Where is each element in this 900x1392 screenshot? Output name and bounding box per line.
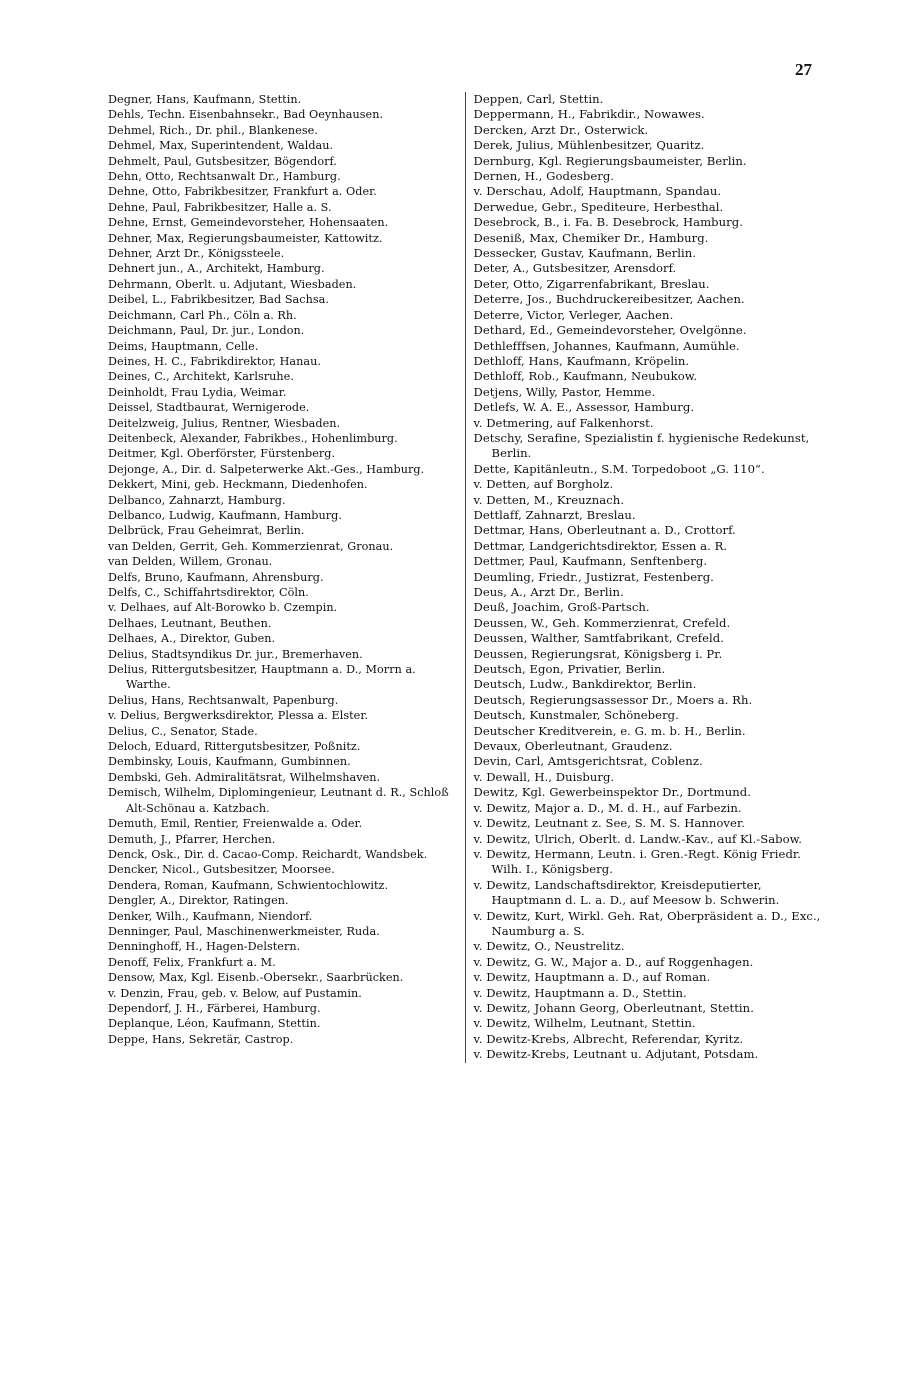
directory-entry: v. Denzin, Frau, geb. v. Below, auf Pustamin. <box>108 986 362 1000</box>
directory-entry: Dethloff, Hans, Kaufmann, Kröpelin. <box>473 353 690 368</box>
directory-entry: Dehne, Otto, Fabrikbesitzer, Frankfurt a. Oder. <box>108 185 377 199</box>
directory-entry: Dependorf, J. H., Färberei, Hamburg. <box>108 1001 321 1015</box>
directory-entry: Delbanco, Zahnarzt, Hamburg. <box>108 493 286 507</box>
directory-entry: v. Dewitz, O., Neustrelitz. <box>473 939 625 954</box>
directory-entry: Dernburg, Kgl. Regierungsbaumeister, Berlin. <box>473 153 747 168</box>
directory-entry: Deppen, Carl, Stettin. <box>473 92 604 106</box>
directory-entry: Delhaes, Leutnant, Beuthen. <box>108 616 272 630</box>
directory-entry: Deims, Hauptmann, Celle. <box>108 339 259 353</box>
directory-entry: Deissel, Stadtbaurat, Wernigerode. <box>108 401 310 415</box>
directory-entry: Delius, C., Senator, Stade. <box>108 724 258 738</box>
directory-entry: Deussen, Walther, Samtfabrikant, Crefeld. <box>473 631 724 646</box>
directory-entry: Derek, Julius, Mühlenbesitzer, Quaritz. <box>473 138 705 153</box>
directory-entry: Dettmar, Landgerichtsdirektor, Essen a. R. <box>473 538 728 553</box>
directory-entry: v. Dewitz, Kurt, Wirkl. Geh. Rat, Oberpräsident a. D., Exc., Naumburg a. S. <box>473 908 821 938</box>
directory-entry: Demuth, J., Pfarrer, Herchen. <box>108 832 276 846</box>
directory-entry: Delbrück, Frau Geheimrat, Berlin. <box>108 524 305 538</box>
directory-entry: v. Dewitz, Hauptmann a. D., auf Roman. <box>473 970 711 985</box>
directory-entry: Dejonge, A., Dir. d. Salpeterwerke Akt.-Ges., Hamburg. <box>108 462 425 476</box>
directory-entry: v. Detmering, auf Falkenhorst. <box>473 415 654 430</box>
directory-entry: Devaux, Oberleutnant, Graudenz. <box>473 739 673 754</box>
directory-columns <box>108 92 823 1063</box>
page-number: 27 <box>795 60 812 79</box>
directory-entry: v. Delhaes, auf Alt-Borowko b. Czempin. <box>108 601 338 615</box>
directory-entry: Deinholdt, Frau Lydia, Weimar. <box>108 385 287 399</box>
directory-entry: Dettlaff, Zahnarzt, Breslau. <box>473 507 636 522</box>
directory-entry: Deppermann, H., Fabrikdir., Nowawes. <box>473 107 705 122</box>
directory-entry: v. Dewitz, Ulrich, Oberlt. d. Landw.-Kav., auf Kl.-Sabow. <box>473 831 803 846</box>
directory-entry: v. Delius, Bergwerksdirektor, Plessa a. Elster. <box>108 709 369 723</box>
directory-entry: v. Detten, M., Kreuznach. <box>473 492 625 507</box>
directory-entry: Dethloff, Rob., Kaufmann, Neubukow. <box>473 369 698 384</box>
directory-entry: Detjens, Willy, Pastor, Hemme. <box>473 384 656 399</box>
directory-entry: Delius, Hans, Rechtsanwalt, Papenburg. <box>108 693 339 707</box>
directory-entry: Delius, Stadtsyndikus Dr. jur., Bremerhaven. <box>108 647 363 661</box>
directory-entry: Deterre, Victor, Verleger, Aachen. <box>473 307 674 322</box>
directory-entry: Deterre, Jos., Buchdruckereibesitzer, Aachen. <box>473 292 745 307</box>
directory-entry: Derwedue, Gebr., Spediteure, Herbesthal. <box>473 199 724 214</box>
directory-entry: Dettmar, Hans, Oberleutnant a. D., Crottorf. <box>473 523 736 538</box>
directory-entry: v. Dewitz-Krebs, Albrecht, Referendar, Kyritz. <box>473 1031 744 1046</box>
directory-entry: Demuth, Emil, Rentier, Freienwalde a. Oder. <box>108 817 363 831</box>
directory-entry: Dehner, Max, Regierungsbaumeister, Kattowitz. <box>108 231 383 245</box>
directory-entry: Deutsch, Kunstmaler, Schöneberg. <box>473 708 679 723</box>
directory-entry: Detlefs, W. A. E., Assessor, Hamburg. <box>473 400 695 415</box>
directory-entry: Delbanco, Ludwig, Kaufmann, Hamburg. <box>108 508 342 522</box>
directory-entry: Detschy, Serafine, Spezialistin f. hygienische Redekunst, Berlin. <box>473 430 810 461</box>
directory-entry: Dessecker, Gustav, Kaufmann, Berlin. <box>473 246 697 261</box>
directory-entry: Deutsch, Ludw., Bankdirektor, Berlin. <box>473 677 697 692</box>
directory-entry: Deter, Otto, Zigarrenfabrikant, Breslau. <box>473 276 710 291</box>
directory-entry: v. Dewall, H., Duisburg. <box>473 769 615 784</box>
directory-entry: Deitelzweig, Julius, Rentner, Wiesbaden. <box>108 416 341 430</box>
directory-entry: v. Dewitz, Landschaftsdirektor, Kreisdeputierter, Hauptmann d. L. a. D., auf Meesow b. Schwerin. <box>473 877 780 908</box>
directory-entry: Deichmann, Carl Ph., Cöln a. Rh. <box>108 308 297 322</box>
directory-entry: v. Dewitz, Hermann, Leutn. i. Gren.-Regt. König Friedr. Wilh. I., Königsberg. <box>473 846 801 877</box>
directory-entry: v. Derschau, Adolf, Hauptmann, Spandau. <box>473 184 722 199</box>
directory-entry: Delfs, C., Schiffahrtsdirektor, Cöln. <box>108 586 309 599</box>
directory-entry: Dehmelt, Paul, Gutsbesitzer, Bögendorf. <box>108 154 337 168</box>
directory-entry: v. Dewitz, Leutnant z. See, S. M. S. Hannover. <box>473 816 746 831</box>
directory-entry: Delius, Rittergutsbesitzer, Hauptmann a. D., Morrn a. Warthe. <box>108 663 416 692</box>
directory-entry: Deseniß, Max, Chemiker Dr., Hamburg. <box>473 230 709 245</box>
directory-entry: Dehls, Techn. Eisenbahnsekr., Bad Oeynhausen. <box>108 108 384 122</box>
directory-entry: Deutsch, Regierungsassessor Dr., Moers a. Rh. <box>473 692 753 707</box>
directory-entry: v. Dewitz, Wilhelm, Leutnant, Stettin. <box>473 1016 696 1031</box>
directory-entry: Dekkert, Mini, geb. Heckmann, Diedenhofen. <box>108 478 368 492</box>
directory-entry: Dehner, Arzt Dr., Königssteele. <box>108 247 285 261</box>
directory-entry: Deutscher Kreditverein, e. G. m. b. H., Berlin. <box>473 723 746 738</box>
directory-entry: Dehrmann, Oberlt. u. Adjutant, Wiesbaden. <box>108 277 357 291</box>
directory-entry: Deussen, W., Geh. Kommerzienrat, Crefeld. <box>473 615 731 630</box>
directory-entry: van Delden, Willem, Gronau. <box>108 555 273 569</box>
directory-entry: Denoff, Felix, Frankfurt a. M. <box>108 955 276 969</box>
left-column <box>108 92 466 1063</box>
directory-entry: Delfs, Bruno, Kaufmann, Ahrensburg. <box>108 570 324 584</box>
directory-entry: Denninghoff, H., Hagen-Delstern. <box>108 940 301 954</box>
directory-entry: Desebrock, B., i. Fa. B. Desebrock, Hamburg. <box>473 215 743 230</box>
directory-entry: Demisch, Wilhelm, Diplomingenieur, Leutnant d. R., Schloß Alt-Schönau a. Katzbach. <box>108 786 449 815</box>
directory-entry: Dethlefffsen, Johannes, Kaufmann, Aumühle. <box>473 338 740 353</box>
directory-entry: v. Dewitz-Krebs, Leutnant u. Adjutant, Potsdam. <box>473 1047 759 1062</box>
directory-entry: Devin, Carl, Amtsgerichtsrat, Coblenz. <box>473 754 703 769</box>
directory-entry: Deuß, Joachim, Groß-Partsch. <box>473 600 650 615</box>
directory-entry: Denker, Wilh., Kaufmann, Niendorf. <box>108 909 313 923</box>
directory-entry: Dewitz, Kgl. Gewerbeinspektor Dr., Dortmund. <box>473 785 751 800</box>
directory-entry: Dehn, Otto, Rechtsanwalt Dr., Hamburg. <box>108 170 341 184</box>
directory-entry: Dernen, H., Godesberg. <box>473 169 615 184</box>
directory-entry: Deichmann, Paul, Dr. jur., London. <box>108 324 305 338</box>
directory-entry: Dette, Kapitänleutn., S.M. Torpedoboot „G. 110“. <box>473 461 765 476</box>
directory-entry: v. Detten, auf Borgholz. <box>473 477 614 492</box>
directory-entry: Dencker, Nicol., Gutsbesitzer, Moorsee. <box>108 863 335 877</box>
directory-entry: van Delden, Gerrit, Geh. Kommerzienrat, Gronau. <box>108 539 394 553</box>
directory-entry: Densow, Max, Kgl. Eisenb.-Obersekr., Saarbrücken. <box>108 971 404 985</box>
directory-entry: v. Dewitz, Johann Georg, Oberleutnant, Stettin. <box>473 1000 754 1015</box>
directory-entry: v. Dewitz, Major a. D., M. d. H., auf Farbezin. <box>473 800 742 815</box>
directory-entry: Deloch, Eduard, Rittergutsbesitzer, Poßnitz. <box>108 740 361 754</box>
directory-entry: Dehne, Paul, Fabrikbesitzer, Halle a. S. <box>108 200 332 214</box>
directory-entry: Dehmel, Rich., Dr. phil., Blankenese. <box>108 123 318 137</box>
directory-entry: Dengler, A., Direktor, Ratingen. <box>108 894 289 908</box>
directory-entry: Dendera, Roman, Kaufmann, Schwientochlowitz. <box>108 878 389 892</box>
directory-entry: Deussen, Regierungsrat, Königsberg i. Pr. <box>473 646 723 661</box>
directory-entry: Dembski, Geh. Admiralitätsrat, Wilhelmshaven. <box>108 770 381 784</box>
directory-entry: Deibel, L., Fabrikbesitzer, Bad Sachsa. <box>108 293 329 307</box>
directory-entry: Dehmel, Max, Superintendent, Waldau. <box>108 139 334 153</box>
directory-entry: Dembinsky, Louis, Kaufmann, Gumbinnen. <box>108 755 351 769</box>
directory-entry: Deitmer, Kgl. Oberförster, Fürstenberg. <box>108 447 336 461</box>
directory-entry: Denck, Osk., Dir. d. Cacao-Comp. Reichardt, Wandsbek. <box>108 847 428 861</box>
directory-entry: Dehnert jun., A., Architekt, Hamburg. <box>108 262 325 276</box>
directory-entry: Deppe, Hans, Sekretär, Castrop. <box>108 1032 294 1046</box>
directory-entry: Deumling, Friedr., Justizrat, Festenberg. <box>473 569 714 584</box>
directory-entry: Deplanque, Léon, Kaufmann, Stettin. <box>108 1017 321 1031</box>
directory-entry: Deines, H. C., Fabrikdirektor, Hanau. <box>108 354 321 368</box>
directory-entry: v. Dewitz, Hauptmann a. D., Stettin. <box>473 985 687 1000</box>
directory-entry: Dehne, Ernst, Gemeindevorsteher, Hohensaaten. <box>108 216 389 230</box>
directory-entry: Denninger, Paul, Maschinenwerkmeister, Ruda. <box>108 924 380 938</box>
directory-entry: Deus, A., Arzt Dr., Berlin. <box>473 585 624 599</box>
directory-entry: Dethard, Ed., Gemeindevorsteher, Ovelgönne. <box>473 323 747 338</box>
directory-entry: Delhaes, A., Direktor, Guben. <box>108 632 276 646</box>
directory-entry: Deitenbeck, Alexander, Fabrikbes., Hohenlimburg. <box>108 431 398 445</box>
directory-entry: v. Dewitz, G. W., Major a. D., auf Roggenhagen. <box>473 954 754 969</box>
directory-entry: Deines, C., Architekt, Karlsruhe. <box>108 370 294 384</box>
directory-entry: Dercken, Arzt Dr., Osterwick. <box>473 122 649 137</box>
right-column <box>466 92 824 1063</box>
directory-entry: Dettmer, Paul, Kaufmann, Senftenberg. <box>473 554 708 569</box>
directory-entry: Degner, Hans, Kaufmann, Stettin. <box>108 93 302 106</box>
directory-entry: Deutsch, Egon, Privatier, Berlin. <box>473 662 666 677</box>
directory-entry: Deter, A., Gutsbesitzer, Arensdorf. <box>473 261 677 276</box>
